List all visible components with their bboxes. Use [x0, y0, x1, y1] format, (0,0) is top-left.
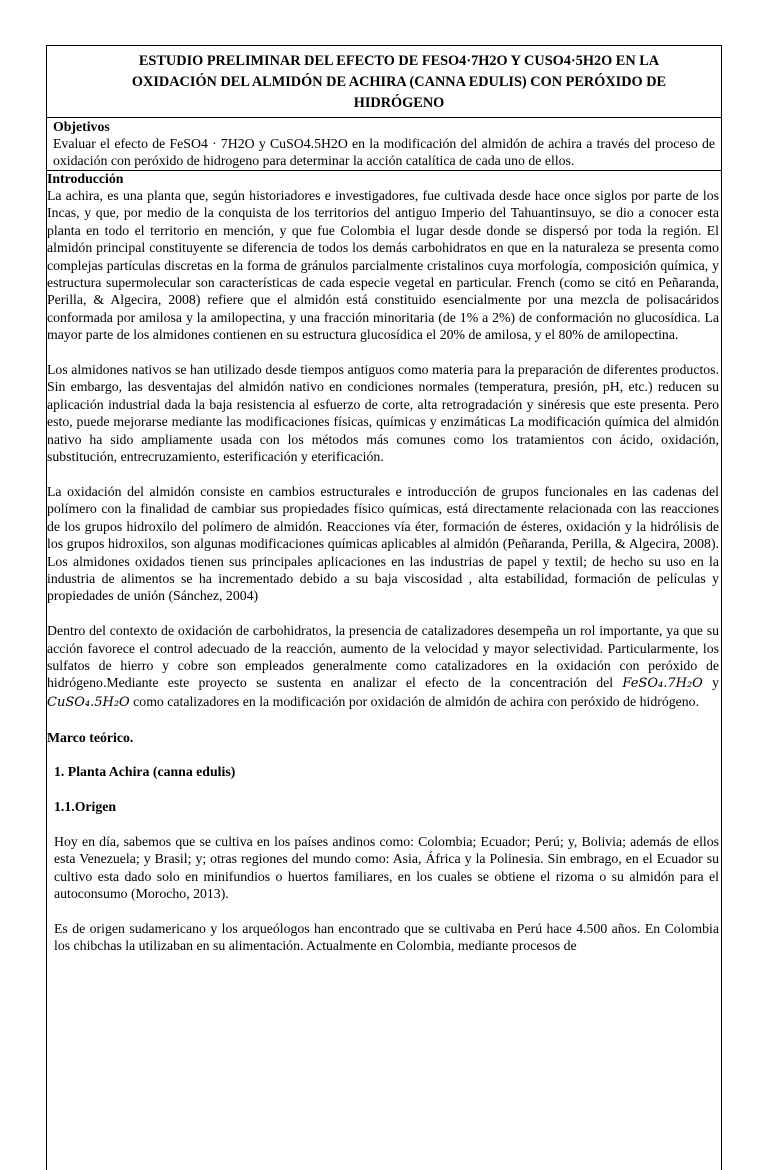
main-body-box [46, 170, 722, 1170]
section-1-heading: 1. Planta Achira (canna edulis) [54, 764, 236, 780]
marco-teorico-heading: Marco teórico. [47, 729, 134, 745]
paragraph-4-text-a: Dentro del contexto de oxidación de carbohidratos, la presencia de catalizadores desempeña un rol importante, ya que su acción favorece el control adecuado de la reacción, aumento de la velocidad y mayor selectividad. Particularmente, los sulfatos de hierro y cobre son empleados generalmente como catalizadores en la oxidación con peróxido de hidrógeno.Mediante este proyecto se sustenta en analizar el efecto de la concentración del [47, 623, 719, 691]
paragraph-1: La achira, es una planta que, según historiadores e investigadores, fue cultivada desde hace once siglos por parte de los Incas, y que, por medio de la conquista de los territorios del antiguo Imperio del Tahuantinsuyo, se dio a conocer esta planta en todo el territorio en mención, y que fue Colombia el lugar desde donde se dispersó por toda la región. El almidón principal constituyente se diferencia de todos los demás carbohidratos en que en la naturaleza se presenta como complejas partículas discretas en la forma de gránulos parcialmente cristalinos cuya morfología, composición química, y estructura supermolecular son características de cada especie vegetal en particular. French (como se citó en Peñaranda, Perilla, & Algecira, 2008) refiere que el almidón está constituido esencialmente por una mezcla de polisacáridos conformada por amilosa y la amilopectina, y una fracción minoritaria (de 1% a 2%) de conformación no glucosídica. La mayor parte de los almidones contienen en su estructura glucosídica el 20% de amilosa, y el 80% de amilopectina. [47, 188, 719, 343]
objectives-box [46, 117, 722, 170]
paragraph-2: Los almidones nativos se han utilizado desde tiempos antiguos como materia para la preparación de diferentes productos. Sin embargo, las desventajas del almidón nativo en condiciones normales (temperatura, presión, pH, etc.) reducen su aplicación industrial dada la baja resistencia al esfuerzo de corte, alta retrogradación y sinéresis que este presenta. Pero esto, puede mejorarse mediante las modificaciones físicas, químicas y enzimáticas La modificación química del almidón nativo ha sido ampliamente usada con los métodos más comunes como los tratamientos con ácido, oxidación, substitución, entrecruzamiento, esterificación y eterificación. [47, 362, 719, 465]
formula-copper-sulfate: CuSO₄.5H₂O [47, 694, 130, 710]
title-box [46, 45, 722, 117]
paragraph-5: Hoy en día, sabemos que se cultiva en los países andinos como: Colombia; Ecuador; Perú; y, Bolivia; además de ellos esta Venezuela; y Brasil; y; otras regiones del mundo como: Asia, África y la Polinesia. Sin embrago, en el Ecuador su cultivo esta dado solo en minifundios o huertos familiares, en los cuales se obtiene el rizoma o su almidón para el autoconsumo (Morocho, 2013). [54, 833, 719, 902]
objectives-text: Evaluar el efecto de FeSO4 · 7H2O y CuSO4.5H2O en la modificación del almidón de achira a través del proceso de oxidación con peróxido de hidrogeno para determinar la acción catalítica de cada uno de ellos. [53, 136, 715, 169]
paragraph-4-text-b: como catalizadores en la modificación por oxidación de almidón de achira con peróxido de hidrógeno. [129, 693, 700, 709]
formula-iron-sulfate: FeSO₄.7H₂O [622, 676, 703, 692]
paragraph-6: Es de origen sudamericano y los arqueólogos han encontrado que se cultivaba en Perú hace 4.500 años. En Colombia los chibchas la utilizaban en su alimentación. Actualmente en Colombia, mediante procesos de [54, 920, 719, 954]
paragraph-4 [47, 622, 721, 711]
paragraph-3: La oxidación del almidón consiste en cambios estructurales e introducción de grupos funcionales en las cadenas del polímero con la finalidad de cambiar sus propiedades físico químicas, está directamente relacionada con las reacciones de los grupos hidroxilo del polímero de almidón. Reacciones vía éter, formación de ésteres, oxidación y la hidrólisis de los grupos hidroxilos, son algunas modificaciones químicas aplicables al almidón (Peñaranda, Perilla, & Algecira, 2008). Los almidones oxidados tienen sus principales aplicaciones en las industrias de papel y textil; de hecho su uso en la industria de alimentos se ha incrementado debido a su baja viscosidad , alta estabilidad, formación de películas y propiedades de unión (Sánchez, 2004) [47, 483, 719, 604]
objectives-heading: Objetivos [53, 119, 110, 134]
section-1-1-heading: 1.1.Origen [54, 799, 117, 815]
introduction-heading: Introducción [47, 171, 124, 186]
paragraph-4-conj: y [702, 675, 719, 691]
document-title: ESTUDIO PRELIMINAR DEL EFECTO DE FESO4·7H2O Y CUSO4·5H2O EN LA OXIDACIÓN DEL ALMIDÓN DE ACHIRA (CANNA EDULIS) CON PERÓXIDO DE HIDRÓGENO [131, 53, 667, 111]
document-page [46, 45, 722, 1045]
